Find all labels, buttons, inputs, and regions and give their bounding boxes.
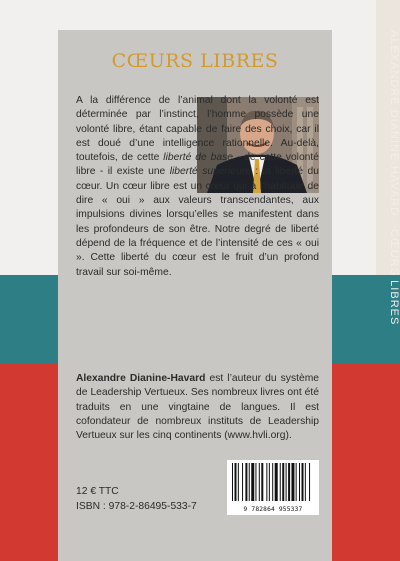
blurb-italic-1: liberté de base (163, 152, 233, 164)
blurb-italic-2: liberté supérieure (169, 166, 251, 178)
author-name: Alexandre Dianine-Havard (76, 373, 206, 384)
back-cover-blurb (76, 94, 319, 280)
price-label: 12 € TTC (76, 486, 119, 497)
blurb-part-1: A la différence de l’animal dont la volonté est déterminée par l’instinct, l’homme possède une volonté libre, étant capable de faire des choix, car il est doué d’une intelligence rationnelle. Au-delà, toutefois, de cette (76, 95, 319, 164)
barcode (227, 460, 319, 515)
author-bio-text: est l’auteur du système de Leadership Vertueux. Ses nombreux livres ont été traduits en une vingtaine de langues. Il est cofondateur de nombreux instituts de Leadership Vertueux sur les cinq continents (www.hvli.org). (76, 373, 319, 442)
blurb-part-3: : la liberté du cœur. Un cœur libre est un cœur qui a l’habitude de dire « oui » aux valeurs transcendantes, aux impulsions divines lorsqu’elles se manifestent dans les profondeurs de son être. Notre degré de liberté dépend de la fréquence et de l’intensité de ces « oui ». Cette liberté du cœur est le fruit d’un profond travail sur soi-même. (76, 166, 319, 278)
book-title: CŒURS LIBRES (111, 50, 279, 72)
barcode-bars-icon (227, 460, 319, 504)
blurb-part-2: - de cette volonté libre - il existe une (76, 152, 319, 178)
author-bio (76, 372, 319, 443)
isbn-label: ISBN : 978-2-86495-533-7 (76, 501, 197, 512)
spine-text: ALEXANDRE DIANINE-HAVARD · CŒURS LIBRES (388, 30, 400, 326)
barcode-digits: 9 782864 955337 (243, 506, 303, 513)
